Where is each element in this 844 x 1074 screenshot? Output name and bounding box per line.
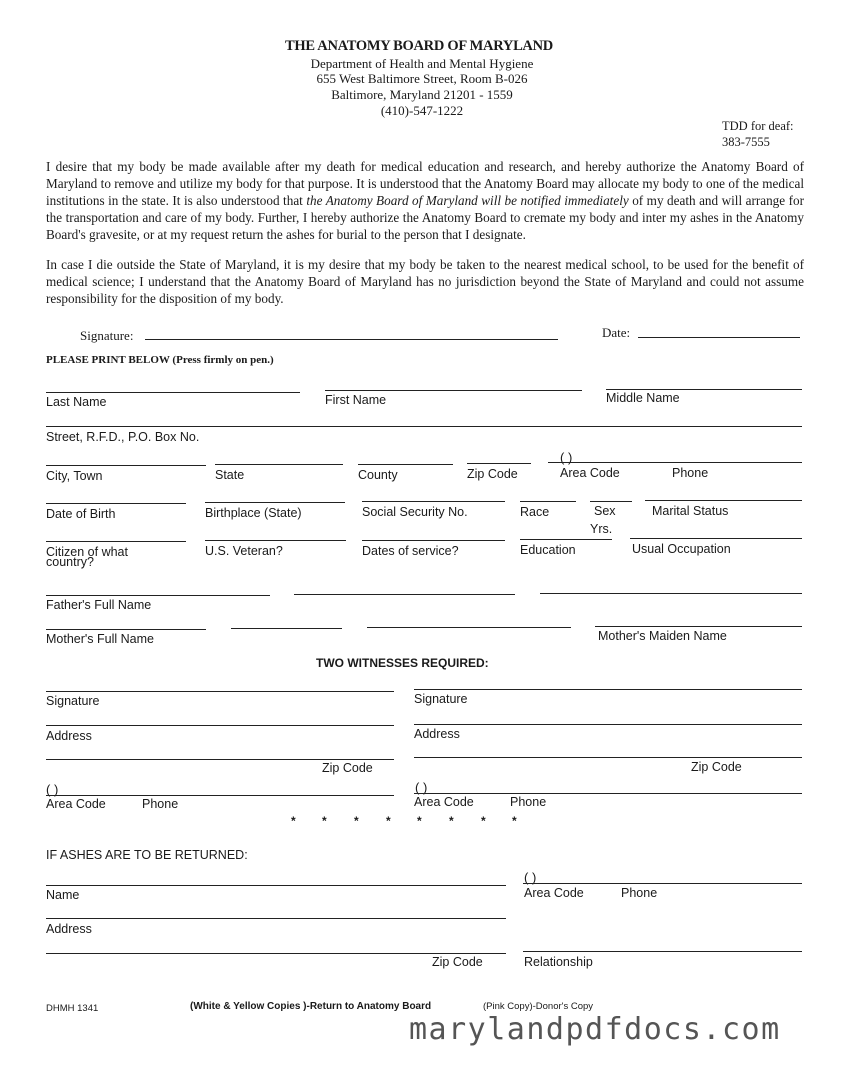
witness1-area-paren: ( ) xyxy=(46,782,59,797)
authorization-text-a: I desire that my body be made available after my death for medical education and research, and hereby authorize the Anatomy Board of Maryland to remove and utilize my body for that purpose. It is understood that the Anatomy Board may allocate my body to one of the medical institutions in the state. It is also understood that xyxy=(46,159,804,208)
witness2-area-label: Area Code xyxy=(414,795,474,809)
witness2-area-paren: ( ) xyxy=(415,780,428,795)
race-line[interactable] xyxy=(520,501,576,502)
first-name-line[interactable] xyxy=(325,390,582,391)
witness2-signature-label: Signature xyxy=(414,692,468,706)
mother-first-line[interactable] xyxy=(46,629,206,630)
phone-line: (410)-547-1222 xyxy=(380,103,464,118)
witness1-zip-label: Zip Code xyxy=(322,761,373,775)
city-label: City, Town xyxy=(46,469,103,483)
ashes-zip-label: Zip Code xyxy=(432,955,483,969)
authorization-text-b: of my death and will arrange for the transportation and care of my body. Further, I hereby authorize the Anatomy Board to cremate my body and inter my ashes in the Anatomy Board's gravesite, or at my request return the ashes for burial to the person that I designate. xyxy=(46,193,804,242)
department-line: Department of Health and Mental Hygiene xyxy=(310,56,534,71)
county-label: County xyxy=(358,468,398,482)
divider-star: * xyxy=(449,814,454,828)
witness2-address-line[interactable] xyxy=(414,724,802,725)
citizen-label: Citizen of what xyxy=(46,545,128,559)
middle-name-label: Middle Name xyxy=(606,391,680,405)
service-line[interactable] xyxy=(362,540,505,541)
address-line-2: Baltimore, Maryland 21201 - 1559 xyxy=(331,87,513,102)
witness1-signature-label: Signature xyxy=(46,694,100,708)
first-name-label: First Name xyxy=(325,393,387,407)
divider-star: * xyxy=(386,814,391,828)
mother-middle-line[interactable] xyxy=(231,628,342,629)
sex-label: Sex xyxy=(594,504,616,518)
ssn-line[interactable] xyxy=(362,501,505,502)
ashes-address2-line[interactable] xyxy=(46,953,506,954)
zip-line[interactable] xyxy=(467,463,531,464)
birthplace-line[interactable] xyxy=(205,502,345,503)
veteran-line[interactable] xyxy=(205,540,346,541)
pink-copy-note: (Pink Copy)-Donor's Copy xyxy=(483,1001,594,1012)
witness2-phone-label: Phone xyxy=(510,795,547,809)
father-last-line[interactable] xyxy=(540,593,802,594)
divider-star: * xyxy=(417,814,422,828)
witness2-address-label: Address xyxy=(414,727,460,741)
last-name-line[interactable] xyxy=(46,392,300,393)
father-first-line[interactable] xyxy=(46,595,270,596)
witness1-address-line[interactable] xyxy=(46,725,394,726)
witness2-phone-line[interactable] xyxy=(414,793,802,794)
donor-date-line[interactable] xyxy=(638,337,800,338)
state-label: State xyxy=(215,468,245,482)
divider-star: * xyxy=(322,814,327,828)
veteran-label: U.S. Veteran? xyxy=(205,544,283,558)
witness1-address-label: Address xyxy=(46,729,92,743)
zip-label: Zip Code xyxy=(467,467,518,481)
street-line[interactable] xyxy=(46,426,802,427)
out-of-state-paragraph: In case I die outside the State of Maryland, it is my desire that my body be taken to the nearest medical school, to be used for the benefit of medical science; I understand that the Anatomy Board of Maryland has no jurisdiction beyond the State of Maryland and could not assume responsibility for the disposition of my body. xyxy=(46,257,804,306)
state-line[interactable] xyxy=(215,464,343,465)
sex-line[interactable] xyxy=(590,501,632,502)
city-line[interactable] xyxy=(46,465,206,466)
ashes-address-label: Address xyxy=(46,922,92,936)
divider-star: * xyxy=(481,814,486,828)
ashes-area-paren: ( ) xyxy=(524,870,537,885)
mother-label: Mother's Full Name xyxy=(46,632,154,646)
ssn-label: Social Security No. xyxy=(362,505,468,519)
dob-label: Date of Birth xyxy=(46,507,116,521)
witnesses-heading: TWO WITNESSES REQUIRED: xyxy=(316,656,489,670)
dob-line[interactable] xyxy=(46,503,186,504)
age-label: Yrs. xyxy=(590,522,613,536)
donor-date-label: Date: xyxy=(602,325,631,340)
marital-line[interactable] xyxy=(645,500,802,501)
witness2-signature-line[interactable] xyxy=(414,689,802,690)
ashes-area-label: Area Code xyxy=(524,886,584,900)
divider-star: * xyxy=(354,814,359,828)
street-label: Street, R.F.D., P.O. Box No. xyxy=(46,430,200,444)
occupation-label: Usual Occupation xyxy=(632,542,731,556)
form-title: THE ANATOMY BOARD OF MARYLAND xyxy=(285,38,553,54)
ashes-heading: IF ASHES ARE TO BE RETURNED: xyxy=(46,848,248,862)
last-name-label: Last Name xyxy=(46,395,107,409)
tdd-label: TDD for deaf: xyxy=(722,119,794,133)
authorization-paragraph xyxy=(46,158,804,243)
address-line-1: 655 West Baltimore Street, Room B-026 xyxy=(316,71,528,86)
white-yellow-copies-note: (White & Yellow Copies )-Return to Anatomy Board xyxy=(190,1001,432,1012)
area-code-paren: ( ) xyxy=(560,450,573,465)
middle-name-line[interactable] xyxy=(606,389,802,390)
maiden-label: Mother's Maiden Name xyxy=(598,629,727,643)
phone-line-donor[interactable] xyxy=(548,462,802,463)
ashes-name-label: Name xyxy=(46,888,80,902)
ashes-relationship-label: Relationship xyxy=(524,955,593,969)
phone-label: Phone xyxy=(672,466,709,480)
marital-label: Marital Status xyxy=(652,504,729,518)
witness1-address2-line[interactable] xyxy=(46,759,394,760)
education-label: Education xyxy=(520,543,576,557)
ashes-phone-line[interactable] xyxy=(523,883,802,884)
race-label: Race xyxy=(520,505,550,519)
divider-star: * xyxy=(512,814,517,828)
area-code-label: Area Code xyxy=(560,466,620,480)
watermark-text: marylandpdfdocs.com xyxy=(409,1012,781,1047)
witness1-phone-line[interactable] xyxy=(46,795,394,796)
father-middle-line[interactable] xyxy=(294,594,515,595)
county-line[interactable] xyxy=(358,464,453,465)
donor-signature-label: Signature: xyxy=(80,328,134,343)
ashes-name-line[interactable] xyxy=(46,885,506,886)
father-label: Father's Full Name xyxy=(46,598,152,612)
occupation-line[interactable] xyxy=(630,538,802,539)
witness2-address2-line[interactable] xyxy=(414,757,802,758)
witness2-zip-label: Zip Code xyxy=(691,760,742,774)
print-below-instruction: PLEASE PRINT BELOW (Press firmly on pen.) xyxy=(46,354,274,366)
citizen-label-2: country? xyxy=(46,555,94,569)
ashes-relationship-line[interactable] xyxy=(523,951,802,952)
witness1-phone-label: Phone xyxy=(142,797,179,811)
authorization-text-italic: the Anatomy Board of Maryland will be notified immediately xyxy=(306,193,629,208)
ashes-phone-label: Phone xyxy=(621,886,658,900)
service-label: Dates of service? xyxy=(362,544,459,558)
education-line[interactable] xyxy=(520,539,612,540)
birthplace-label: Birthplace (State) xyxy=(205,506,302,520)
witness1-signature-line[interactable] xyxy=(46,691,394,692)
donor-signature-line[interactable] xyxy=(145,339,558,340)
star-divider xyxy=(0,814,844,830)
ashes-address-line[interactable] xyxy=(46,918,506,919)
tdd-number: 383-7555 xyxy=(722,135,770,149)
mother-maiden-line[interactable] xyxy=(595,626,802,627)
mother-last-line[interactable] xyxy=(367,627,571,628)
witness1-area-label: Area Code xyxy=(46,797,106,811)
citizen-line[interactable] xyxy=(46,541,186,542)
divider-star: * xyxy=(291,814,296,828)
form-id: DHMH 1341 xyxy=(46,1003,99,1014)
